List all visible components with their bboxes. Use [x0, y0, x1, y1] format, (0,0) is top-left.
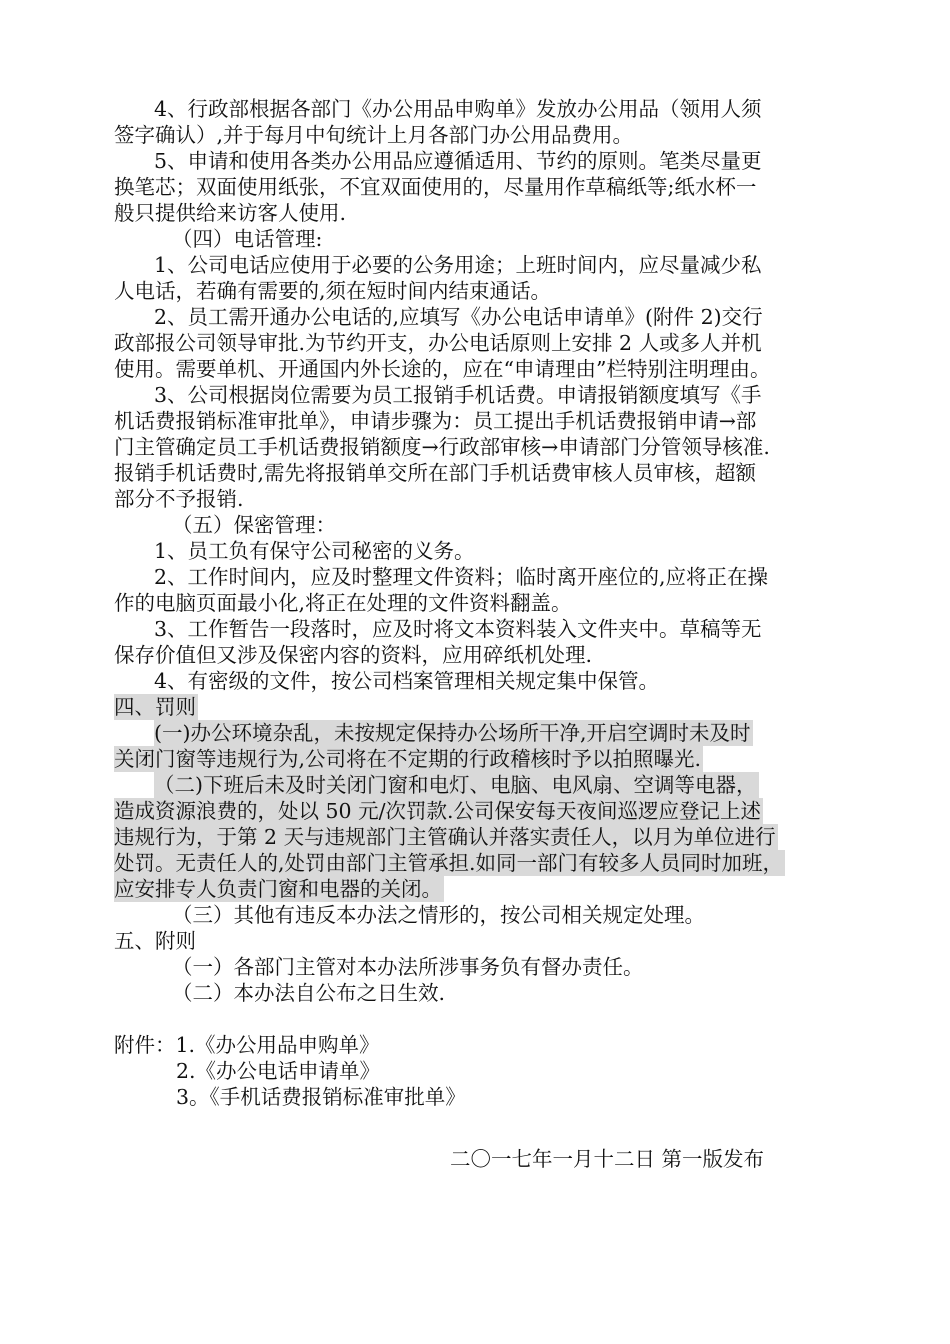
highlighted-text: (一)办公环境杂乱，未按规定保持办公场所干净,开启空调时未及时 — [154, 721, 751, 745]
highlighted-text: 造成资源浪费的，处以 50 元/次罚款.公司保安每天夜间巡逻应登记上述 — [114, 799, 762, 823]
para-line — [114, 798, 840, 824]
para-line: 换笔芯；双面使用纸张，不宜双面使用的，尽量用作草稿纸等;纸水杯一 — [114, 175, 757, 199]
para-line — [114, 772, 840, 798]
para-line: 部分不予报销. — [114, 487, 244, 511]
para-line: 人电话，若确有需要的,须在短时间内结束通话。 — [114, 279, 552, 303]
para-line: 2、员工需开通办公电话的,应填写《办公电话申请单》(附件 2)交行 — [154, 305, 763, 329]
attachment-item: 3。《手机话费报销标准审批单》 — [176, 1085, 466, 1109]
spacer — [114, 1006, 840, 1032]
chapter-heading — [114, 694, 840, 720]
section-heading: （五）保密管理： — [172, 513, 336, 537]
para-line: 5、申请和使用各类办公用品应遵循适用、节约的原则。笔类尽量更 — [154, 149, 762, 173]
para-line: 门主管确定员工手机话费报销额度→行政部审核→申请部门分管领导核准. — [114, 435, 770, 459]
highlighted-text: （二)下班后未及时关闭门窗和电灯、电脑、电风扇、空调等电器， — [154, 773, 757, 797]
document-body — [114, 96, 840, 1110]
chapter-heading: 五、附则 — [114, 929, 196, 953]
para-line: 3、公司根据岗位需要为员工报销手机话费。申请报销额度填写《手 — [154, 383, 762, 407]
attachments-line — [114, 1032, 840, 1058]
highlighted-text: 应安排专人负责门窗和电器的关闭。 — [114, 877, 442, 901]
highlighted-text: 违规行为，于第 2 天与违规部门主管确认并落实责任人，以月为单位进行 — [114, 825, 776, 849]
highlighted-text: 四、罚则 — [114, 695, 196, 719]
para-line: 报销手机话费时,需先将报销单交所在部门手机话费审核人员审核，超额 — [114, 461, 757, 485]
attachment-item: 2.《办公电话申请单》 — [176, 1059, 381, 1083]
para-line: 使用。需要单机、开通国内外长途的，应在“申请理由”栏特别注明理由。 — [114, 357, 771, 381]
para-line: 签字确认）,并于每月中旬统计上月各部门办公用品费用。 — [114, 123, 634, 147]
para-line: （三）其他有违反本办法之情形的，按公司相关规定处理。 — [172, 903, 705, 927]
para-line — [114, 850, 840, 876]
para-line: 3、工作暂告一段落时，应及时将文本资料装入文件夹中。草稿等无 — [154, 617, 762, 641]
para-line: （一）各部门主管对本办法所涉事务负有督办责任。 — [172, 955, 644, 979]
section-heading: （四）电话管理: — [172, 227, 323, 251]
attachments-label: 附件： — [114, 1033, 176, 1057]
para-line: 1、员工负有保守公司秘密的义务。 — [154, 539, 475, 563]
publish-date: 二〇一七年一月十二日 第一版发布 — [450, 1147, 765, 1171]
para-line — [114, 720, 840, 746]
para-line: 保存价值但又涉及保密内容的资料，应用碎纸机处理. — [114, 643, 593, 667]
para-line: 4、有密级的文件，按公司档案管理相关规定集中保管。 — [154, 669, 660, 693]
para-line: 2、工作时间内，应及时整理文件资料；临时离开座位的,应将正在操 — [154, 565, 769, 589]
highlighted-text: 处罚。无责任人的,处罚由部门主管承担.如同一部门有较多人员同时加班， — [114, 851, 784, 875]
highlighted-text: 关闭门窗等违规行为,公司将在不定期的行政稽核时予以拍照曝光. — [114, 747, 702, 771]
para-line: 般只提供给来访客人使用. — [114, 201, 347, 225]
para-line — [114, 876, 840, 902]
para-line: 4、行政部根据各部门《办公用品申购单》发放办公用品（领用人须 — [154, 97, 762, 121]
para-line: 作的电脑页面最小化,将正在处理的文件资料翻盖。 — [114, 591, 572, 615]
para-line: 政部报公司领导审批.为节约开支，办公电话原则上安排 2 人或多人并机 — [114, 331, 762, 355]
para-line: 1、公司电话应使用于必要的公务用途；上班时间内，应尽量减少私 — [154, 253, 762, 277]
para-line — [114, 746, 840, 772]
attachment-item: 1.《办公用品申购单》 — [175, 1033, 380, 1057]
para-line — [114, 824, 840, 850]
para-line: 机话费报销标准审批单》，申请步骤为：员工提出手机话费报销申请→部 — [114, 409, 757, 433]
para-line: （二）本办法自公布之日生效. — [172, 981, 446, 1005]
